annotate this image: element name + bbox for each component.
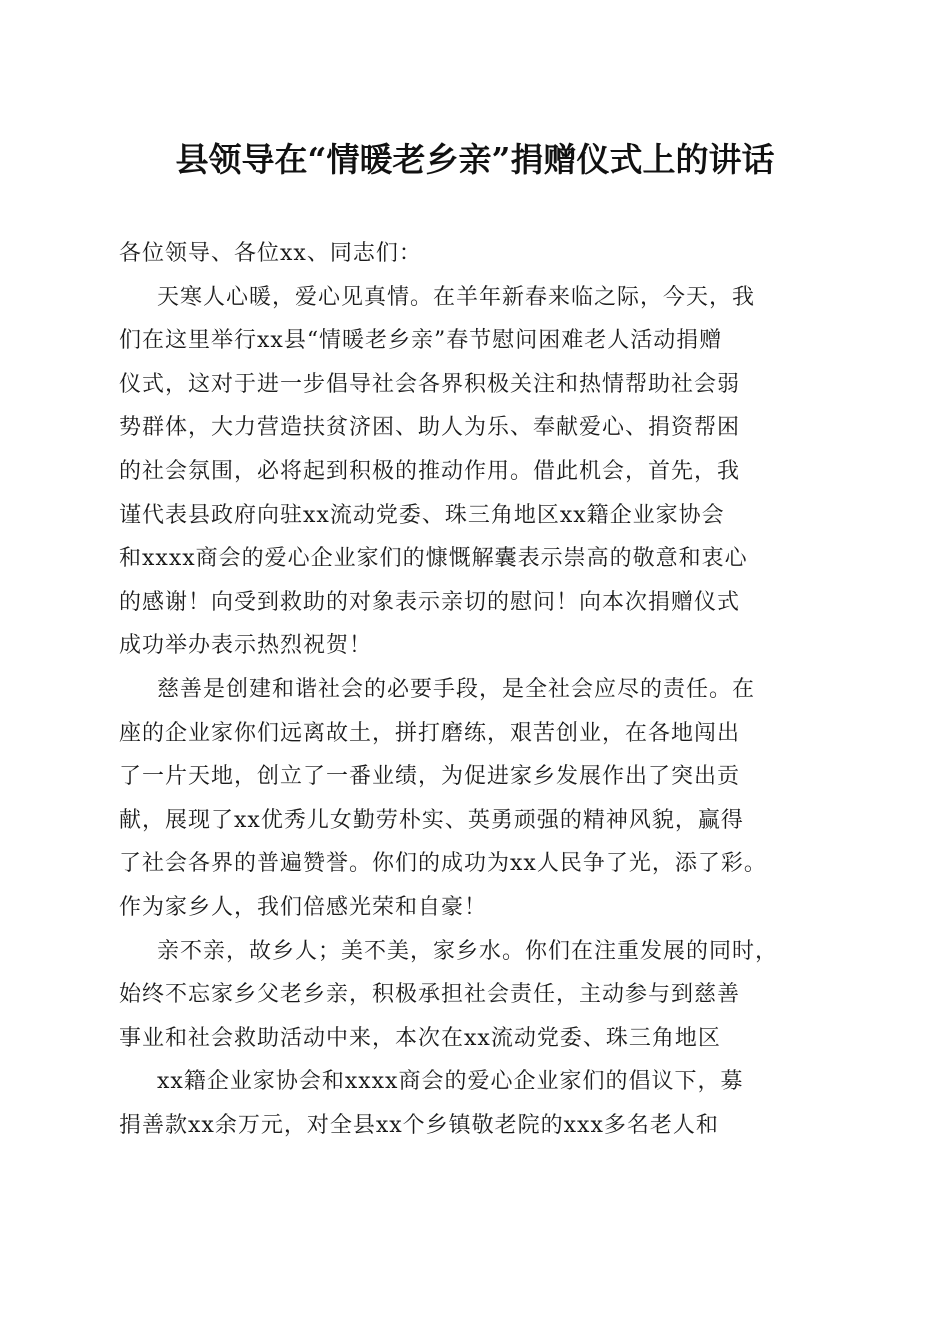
text-line: 的感谢！向受到救助的对象表示亲切的慰问！向本次捐赠仪式 — [119, 589, 741, 615]
paragraph-3 — [119, 930, 834, 1061]
text-line: 势群体，大力营造扶贫济困、助人为乐、奉献爱心、捐资帮困 — [119, 415, 741, 441]
text-line: 了一片天地，创立了一番业绩，为促进家乡发展作出了突出贡 — [119, 764, 741, 790]
text-line: 谨代表县政府向驻xx流动党委、珠三角地区xx籍企业家协会 — [119, 502, 725, 528]
text-line: 各位领导、各位xx、同志们： — [119, 241, 422, 266]
text-line: 了社会各界的普遍赞誉。你们的成功为xx人民争了光，添了彩。 — [119, 851, 767, 877]
text-line: xx籍企业家协会和xxxx商会的爱心企业家们的倡议下，募 — [157, 1069, 744, 1095]
document-body — [119, 232, 834, 1147]
text-line: 的社会氛围，必将起到积极的推动作用。借此机会，首先，我 — [119, 458, 741, 484]
text-line: 献，展现了xx优秀儿女勤劳朴实、英勇顽强的精神风貌，赢得 — [119, 807, 744, 833]
paragraph-2 — [119, 668, 834, 930]
text-line: 和xxxx商会的爱心企业家们的慷慨解囊表示崇高的敬意和衷心 — [119, 546, 748, 572]
document-title: 县领导在“情暖老乡亲”捐赠仪式上的讲话 — [175, 140, 775, 179]
salutation — [119, 232, 834, 276]
text-line: 始终不忘家乡父老乡亲，积极承担社会责任，主动参与到慈善 — [119, 982, 741, 1008]
text-line: 事业和社会救助活动中来，本次在xx流动党委、珠三角地区 — [119, 1025, 721, 1051]
text-line: 天寒人心暖，爱心见真情。在羊年新春来临之际，今天，我 — [157, 284, 756, 310]
text-line: 捐善款xx余万元，对全县xx个乡镇敬老院的xxx多名老人和 — [119, 1112, 719, 1138]
paragraph-1 — [119, 276, 834, 668]
text-line: 亲不亲，故乡人；美不美，家乡水。你们在注重发展的同时， — [157, 938, 779, 964]
paragraph-4 — [119, 1060, 834, 1147]
text-line: 座的企业家你们远离故土，拼打磨练，艰苦创业，在各地闯出 — [119, 720, 741, 746]
text-line: 慈善是创建和谐社会的必要手段，是全社会应尽的责任。在 — [157, 676, 756, 702]
text-line: 成功举办表示热烈祝贺！ — [119, 633, 373, 659]
text-line: 作为家乡人，我们倍感光荣和自豪！ — [119, 894, 488, 920]
text-line: 们在这里举行xx县“情暖老乡亲”春节慰问困难老人活动捐赠 — [119, 328, 723, 354]
text-line: 仪式，这对于进一步倡导社会各界积极关注和热情帮助社会弱 — [119, 371, 741, 397]
